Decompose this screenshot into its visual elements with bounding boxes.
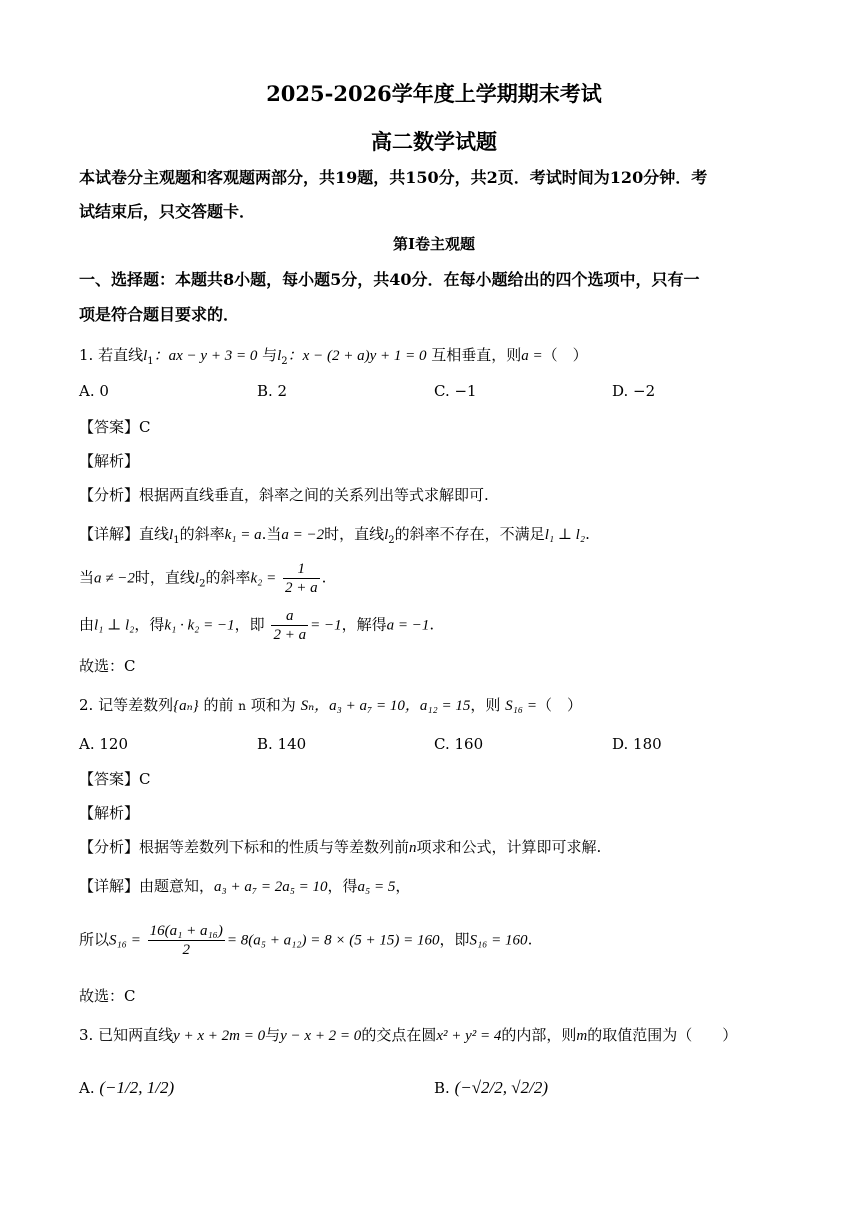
q2-stem: 2. 记等差数列{aₙ} 的前 n 项和为 Sₙ，a₃ + a₇ = 10，a₁₂ = 15，则 S₁₆ =（ ） (79, 696, 582, 714)
q2-answer: 【答案】C (79, 770, 151, 788)
q1-option-c: C. −1 (434, 382, 477, 400)
q3-stem: 3. 已知两直线y + x + 2m = 0与y − x + 2 = 0的交点在圆x² + y² = 4的内部，则m的取值范围为（ ） (79, 1026, 738, 1044)
q3-option-b: B. (−√2/2, √2/2) (434, 1078, 548, 1097)
q1-fraction-2: $\frac{a}{2 + a}$ (273, 608, 307, 643)
q2-detail-2: 所以S₁₆ = $\frac{\text{16(a₁ + a₁₆)}}{2}$ = 8(a₅ + a₁₂) = 8 × (5 + 15) = 160，即S₁₆ = 160. (79, 923, 533, 958)
q2-option-a: A. 120 (79, 735, 128, 753)
section-heading: 第I卷主观题 (392, 235, 476, 253)
q1-option-d: D. −2 (612, 382, 656, 400)
q1-option-a: A. 0 (79, 382, 109, 400)
q1-stem: 1. 若直线$l_1$：ax − y + 3 = 0 与$l_2$：x − (2 + a)y + 1 = 0 互相垂直，则a =（ ） (79, 346, 588, 367)
q2-option-d: D. 180 (612, 735, 662, 753)
q1-detail-2: 当a ≠ −2时，直线$l_2$的斜率k₂ = $\frac{1}{2 + a}$ . (79, 561, 327, 596)
q1-detail-1: 【详解】直线$l_1$的斜率k₁ = a.当a = −2时，直线$l_2$的斜率不存在，不满足l₁ ⊥ l₂. (79, 525, 590, 546)
q2-jiexi: 【解析】 (79, 804, 140, 822)
q1-answer: 【答案】C (79, 418, 151, 436)
q2-option-c: C. 160 (434, 735, 484, 753)
intro-line-2: 试结束后，只交答题卡． (79, 202, 256, 221)
q2-choose: 故选：C (79, 987, 136, 1005)
part-line-1: 一、选择题：本题共8小题，每小题5分，共40分．在每小题给出的四个选项中，只有一 (79, 270, 700, 289)
q1-detail-3: 由l₁ ⊥ l₂，得k₁ · k₂ = −1，即 $\frac{a}{2 + a}$ = −1，解得a = −1. (79, 608, 435, 643)
exam-subtitle: 高二数学试题 (371, 129, 497, 154)
q1-choose: 故选：C (79, 657, 136, 675)
q1-analysis: 【分析】根据两直线垂直，斜率之间的关系列出等式求解即可. (79, 486, 489, 504)
part-line-2: 项是符合题目要求的． (79, 305, 240, 324)
q2-fraction: $\frac{\text{16(a₁ + a₁₆)}}{2}$ (149, 923, 223, 958)
intro-line-1: 本试卷分主观题和客观题两部分，共19题，共150分，共2页．考试时间为120分钟．考 (79, 168, 708, 187)
q3-option-a: A. (−1/2, 1/2) (79, 1078, 175, 1097)
q2-analysis: 【分析】根据等差数列下标和的性质与等差数列前n项求和公式，计算即可求解. (79, 838, 602, 856)
q2-detail-1: 【详解】由题意知，a₃ + a₇ = 2a₅ = 10，得a₅ = 5， (79, 877, 411, 895)
q2-option-b: B. 140 (257, 735, 307, 753)
q1-fraction-1: $\frac{1}{2 + a}$ (284, 561, 318, 596)
q1-jiexi: 【解析】 (79, 452, 140, 470)
exam-title: 2025-2026学年度上学期期末考试 (266, 81, 602, 106)
q1-option-b: B. 2 (257, 382, 288, 400)
